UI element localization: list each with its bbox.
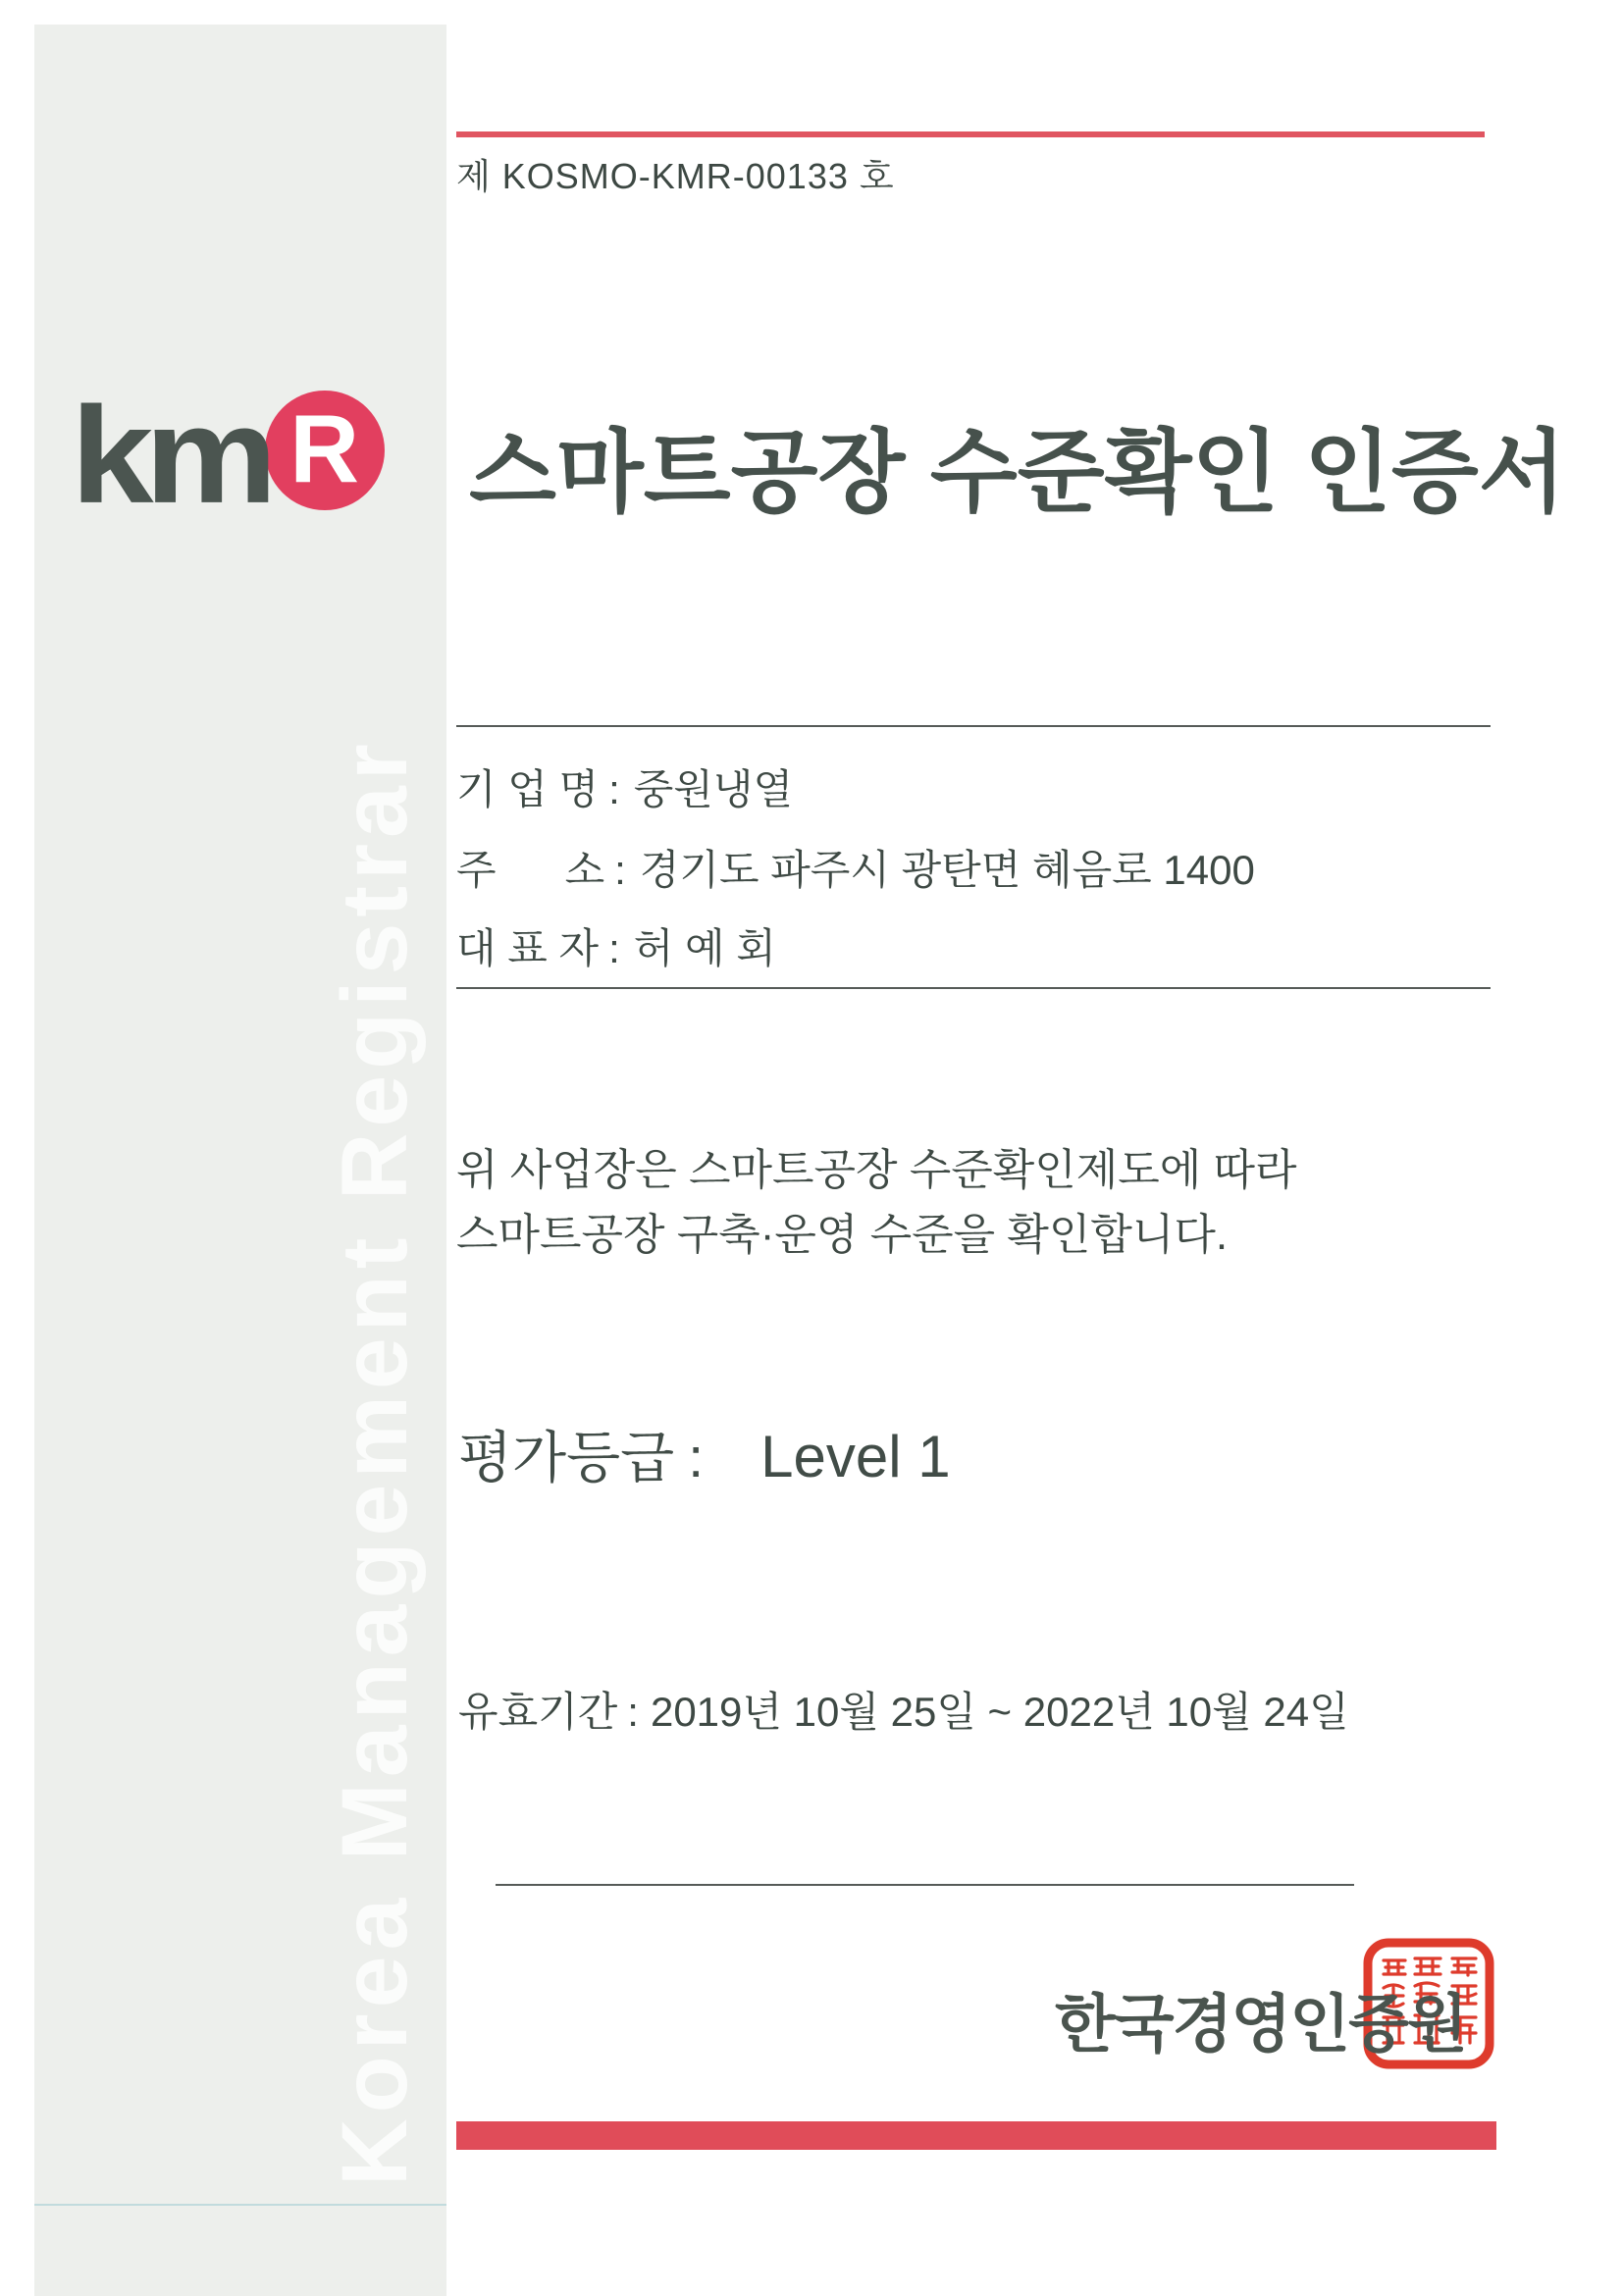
colon: : (627, 1689, 639, 1735)
scan-artifact-line (34, 2204, 446, 2206)
statement-line-1: 위 사업장은 스마트공장 수준확인제도에 따라 (456, 1146, 1297, 1194)
representative-label: 대 표 자 (456, 925, 600, 971)
colon: : (688, 1427, 705, 1489)
info-divider-bottom (456, 987, 1491, 989)
issuer-divider (496, 1884, 1354, 1886)
kmr-logo-km-text: km (71, 378, 269, 533)
grade-row (458, 1413, 951, 1493)
validity-label: 유효기간 (458, 1689, 618, 1735)
colon: : (614, 847, 626, 893)
info-row-company-name (456, 757, 793, 816)
issuer-name: 한국경영인증원 (1055, 1989, 1466, 2060)
kmr-logo-red-circle-icon (265, 391, 385, 510)
company-name-value: 중원냉열 (633, 766, 794, 812)
info-divider-top (456, 725, 1491, 727)
certificate-title: 스마트공장 수준확인 인증서 (469, 423, 1566, 523)
bottom-accent-bar (456, 2121, 1496, 2150)
address-label: 주 소 (456, 847, 605, 893)
address-value: 경기도 파주시 광탄면 혜음로 1400 (639, 847, 1255, 893)
certificate-number: 제 KOSMO-KMR-00133 호 (456, 156, 895, 196)
info-row-representative (456, 916, 776, 975)
validity-row (458, 1680, 1349, 1739)
validity-value: 2019년 10월 25일 ~ 2022년 10월 24일 (650, 1689, 1349, 1735)
colon: : (608, 766, 620, 812)
statement-line-2: 스마트공장 구축·운영 수준을 확인합니다. (456, 1211, 1229, 1259)
info-row-address (456, 838, 1255, 897)
grade-label: 평가등급 (458, 1427, 675, 1489)
statement-text (456, 1138, 1296, 1268)
representative-value: 허 예 회 (633, 925, 776, 971)
sidebar-watermark-text: Korea Management Registrar (323, 738, 427, 2186)
kmr-logo-r-text: R (289, 394, 360, 502)
company-name-label: 기 업 명 (456, 766, 600, 812)
grade-value: Level 1 (760, 1424, 951, 1489)
top-accent-line (456, 131, 1485, 137)
kmr-logo (71, 378, 385, 533)
colon: : (608, 925, 620, 971)
